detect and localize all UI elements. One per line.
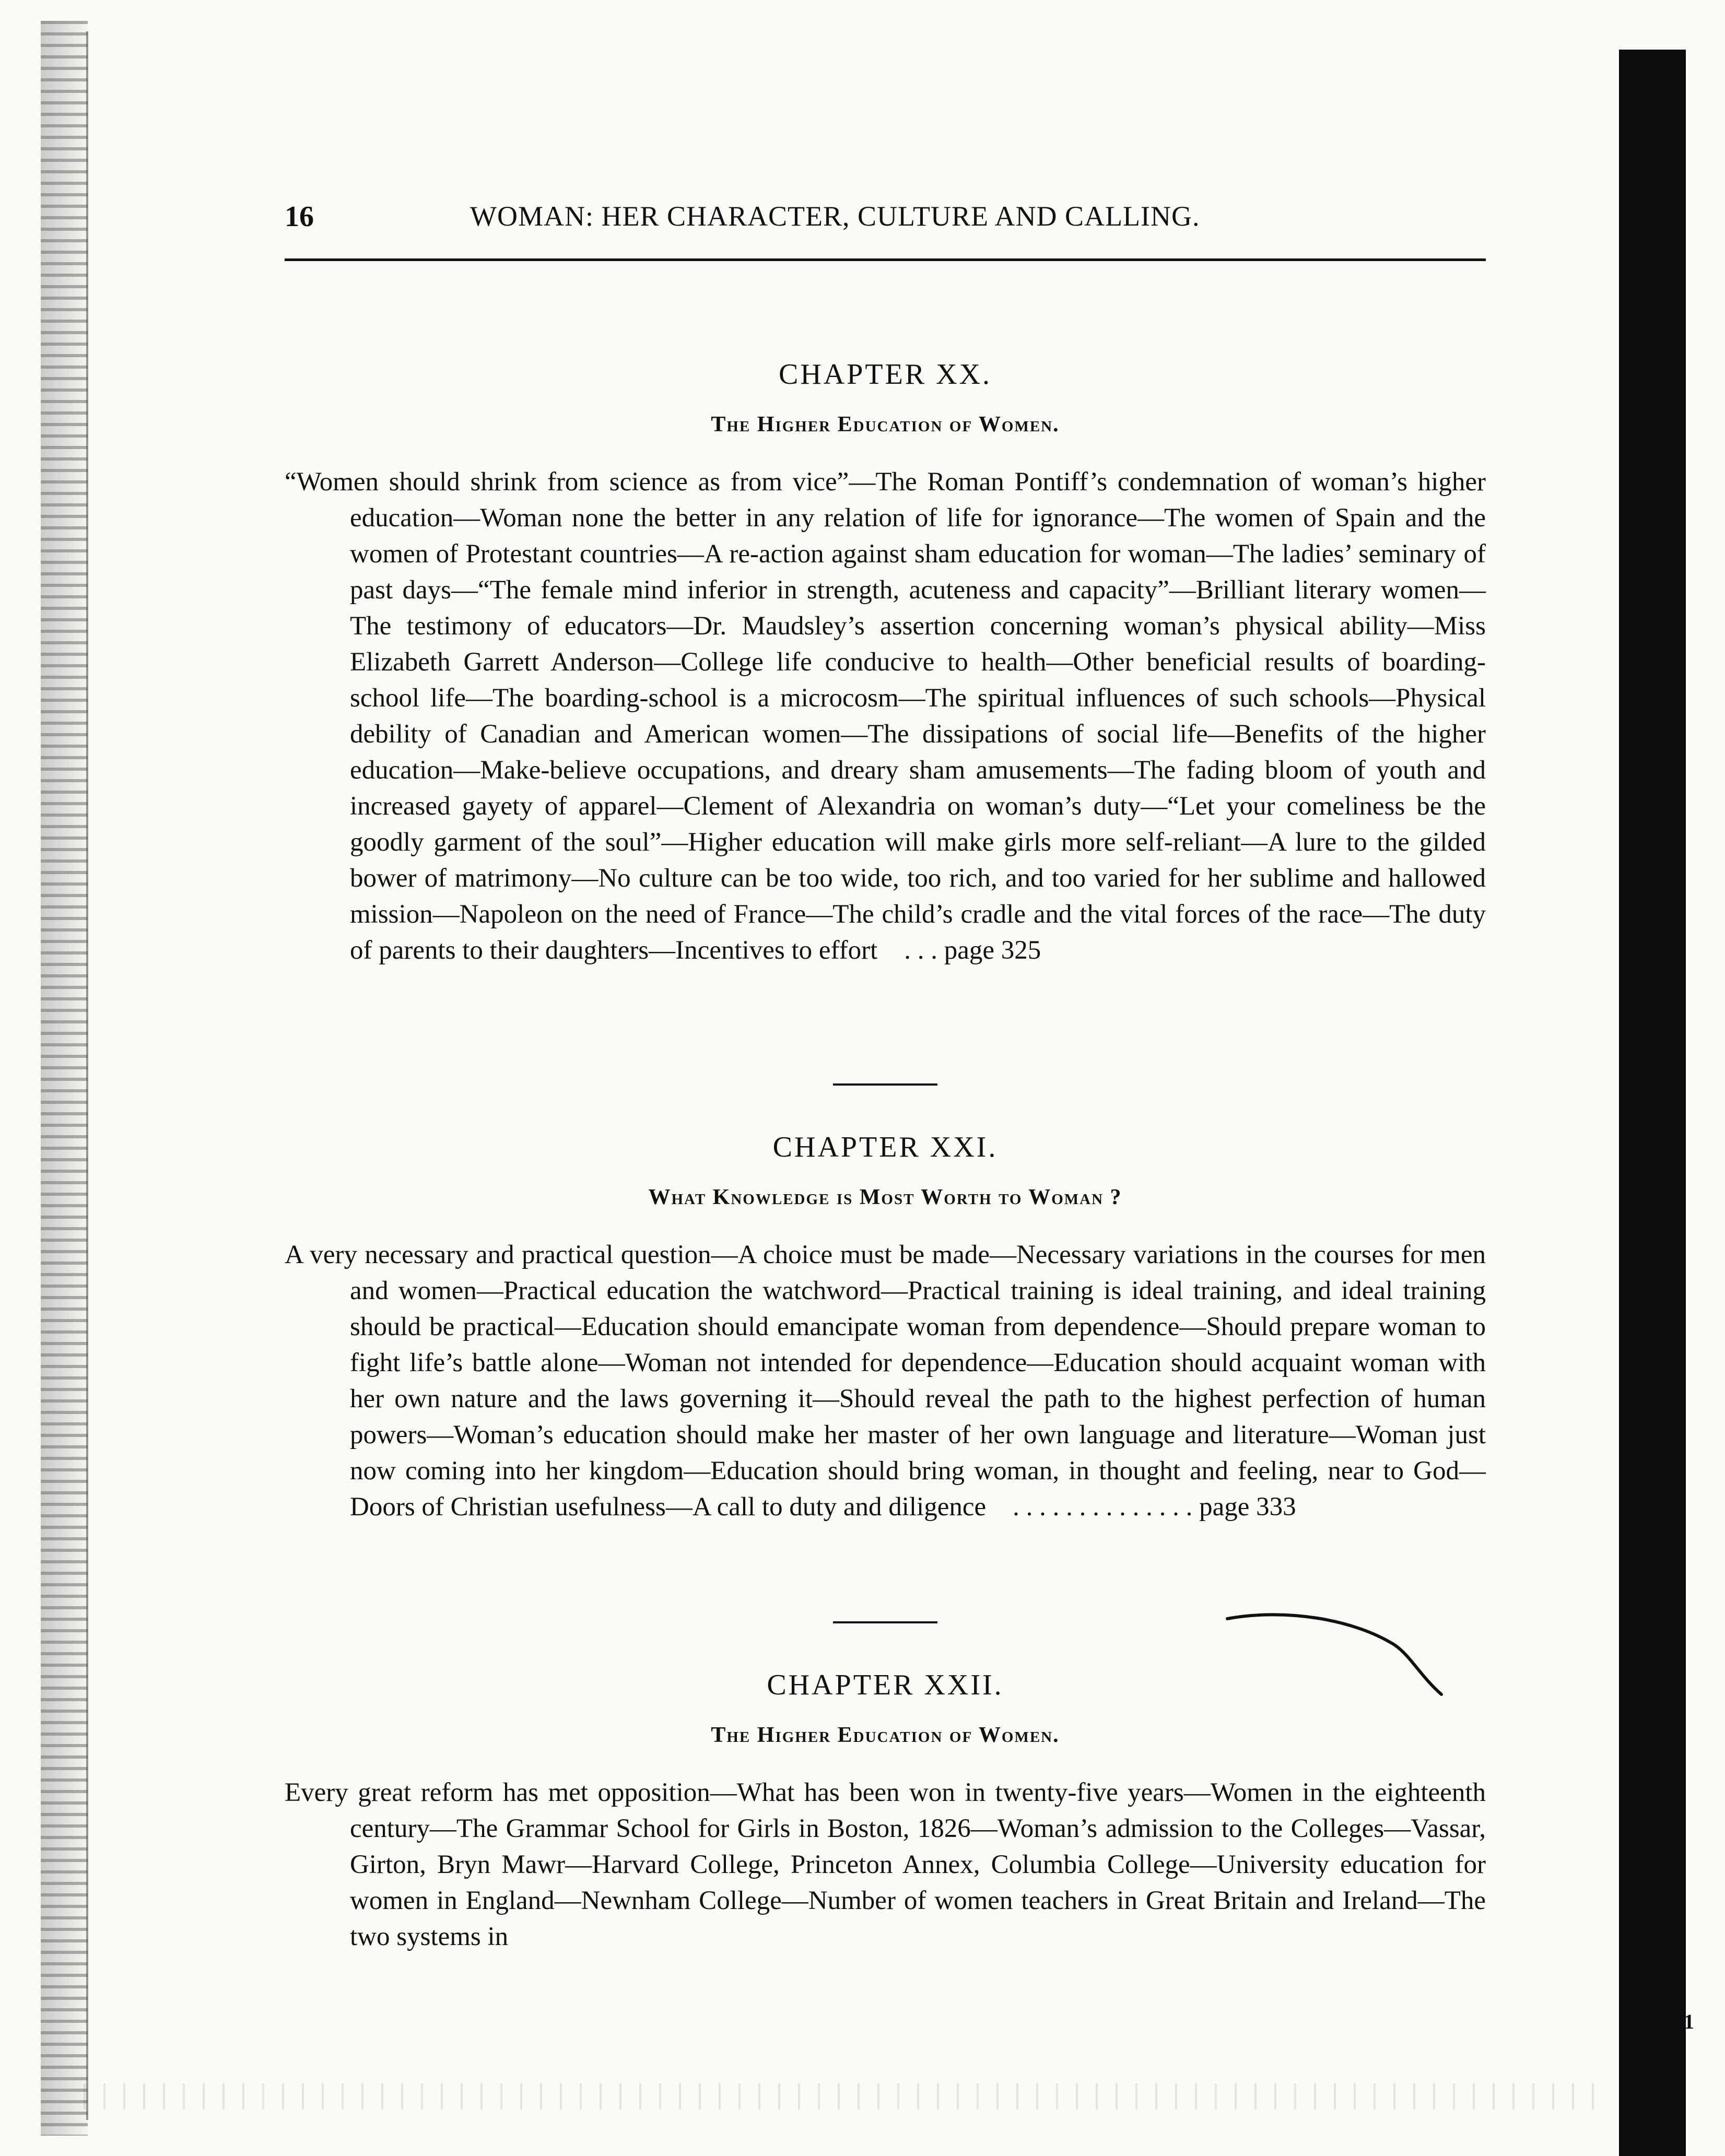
page-reference: . . . page 325 — [904, 936, 1041, 965]
chapter-summary — [285, 1775, 1486, 1955]
chapter-xxii — [285, 1668, 1486, 1955]
chapter-xxi — [285, 1130, 1486, 1525]
chapter-title: The Higher Education of Women. — [711, 413, 1060, 437]
page-reference: . . . . . . . . . . . . . . page 333 — [1013, 1492, 1296, 1522]
summary-text: “Women should shrink from science as from vice”—The Roman Pontiff’s condemnation of woman’s higher education—Woman none the better in any relation of life for ignorance—The women of Spain and the women of Protestant countries—A re-action against sham education for woman—The ladies’ seminary of past days—“The female mind inferior in strength, acuteness and capacity”—Brilliant literary women—The testimony of educators—Dr. Maudsley’s assertion concerning woman’s physical ability—Miss Elizabeth Garrett Anderson—College life conducive to health—Other beneficial results of boarding-school life—The boarding-school is a microcosm—The spiritual influences of such schools—Physical debility of Canadian and American women—The dissipations of social life—Benefits of the higher education—Make-believe occupations, and dreary sham amusements—The fading bloom of youth and increased gayety of apparel—Clement of Alexandria on woman’s duty—“Let your comeliness be the goodly garment of the soul”—Higher education will make girls more self-reliant—A lure to the gilded bower of matrimony—No culture can be too wide, too rich, and too varied for her sublime and hallowed mission—Napoleon on the need of France—The child’s cradle and the vital forces of the race—The duty of parents to their daughters—Incentives to effort — [285, 467, 1486, 965]
chapter-title: What Knowledge is Most Worth to Woman ? — [648, 1185, 1122, 1209]
scan-left-line — [86, 31, 88, 2120]
chapter-summary — [285, 464, 1486, 969]
scan-left-edge — [41, 21, 88, 2136]
chapter-divider — [833, 1083, 937, 1086]
summary-text: A very necessary and practical question—A choice must be made—Necessary variations in the courses for men and women—Practical education the watchword—Practical training is ideal training, and ideal training should be practical—Education should emancipate woman from dependence—Should prepare woman to fight life’s battle alone—Woman not intended for dependence—Education should acquaint woman with her own nature and the laws governing it—Should reveal the path to the highest perfection of human powers—Woman’s education should make her master of her own language and literature—Woman just now coming into her kingdom—Education should bring woman, in thought and feeling, near to God—Doors of Christian usefulness—A call to duty and diligence — [285, 1240, 1486, 1522]
header-rule — [285, 258, 1486, 261]
chapter-divider — [833, 1621, 937, 1623]
book-page — [285, 196, 1486, 1951]
summary-text: Every great reform has met opposition—What has been won in twenty-five years—Women in the eighteenth century—The Grammar School for Girls in Boston, 1826—Woman’s admission to the Colleges—Vassar, Girton, Bryn Mawr—Harvard College, Princeton Annex, Columbia College—University education for women in England—Newnham College—Number of women teachers in Great Britain and Ireland—The two systems in — [285, 1778, 1486, 1951]
ink-stroke-mark — [1222, 1598, 1457, 1702]
running-title: WOMAN: HER CHARACTER, CULTURE AND CALLING. — [470, 201, 1200, 232]
chapter-title: The Higher Education of Women. — [711, 1723, 1060, 1747]
running-head — [285, 196, 1486, 238]
chapter-heading: CHAPTER XXII. — [767, 1669, 1004, 1701]
margin-mark: 1 — [1684, 2010, 1694, 2033]
chapter-heading: CHAPTER XX. — [778, 358, 992, 391]
chapter-summary — [285, 1237, 1486, 1525]
chapter-heading: CHAPTER XXI. — [772, 1131, 998, 1163]
scan-right-shadow — [1619, 50, 1686, 2156]
chapter-xx — [285, 358, 1486, 969]
scan-bottom-specks — [84, 2083, 1598, 2110]
page-number: 16 — [285, 201, 314, 233]
